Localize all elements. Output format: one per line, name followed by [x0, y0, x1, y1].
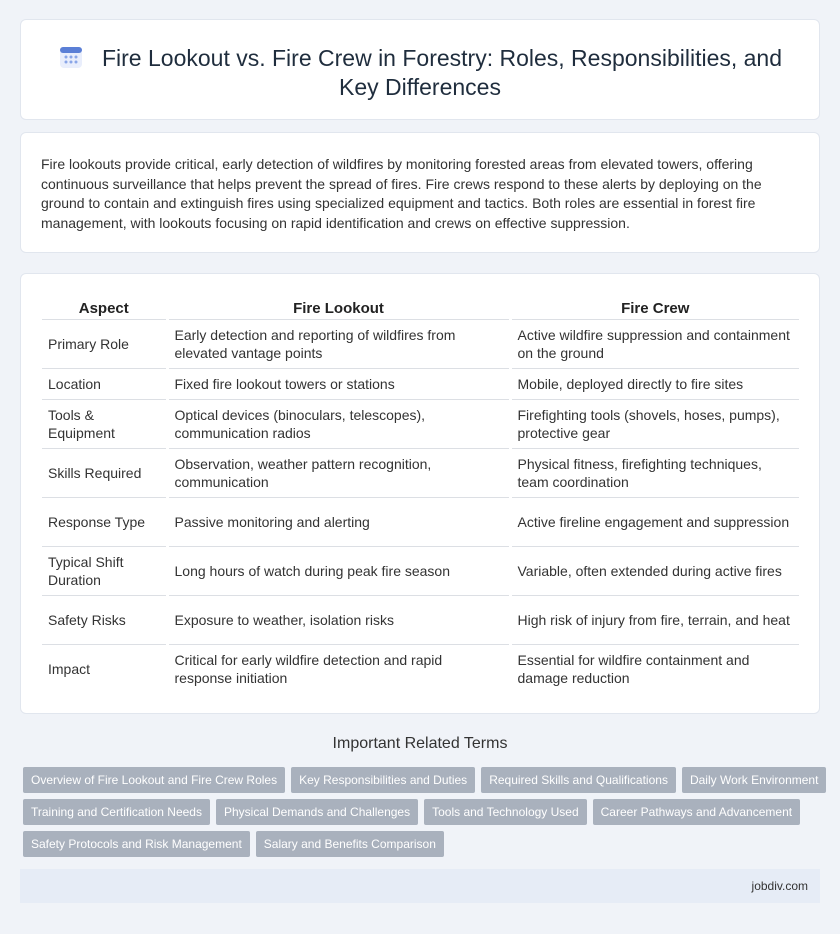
related-terms-title: Important Related Terms: [332, 735, 508, 752]
table-row: [42, 497, 799, 546]
comparison-card: [20, 273, 820, 714]
table-cell-crew: Active fireline engagement and suppression: [510, 497, 799, 546]
related-term-tag[interactable]: Overview of Fire Lookout and Fire Crew Roles: [23, 767, 285, 793]
table-header-fire-crew: Fire Crew: [510, 295, 799, 319]
footer: [20, 869, 820, 903]
intro-card: [20, 132, 820, 253]
table-cell-crew: Physical fitness, firefighting techniques, team coordination: [510, 448, 799, 497]
related-term-tag[interactable]: Tools and Technology Used: [424, 799, 587, 825]
table-cell-lookout: Exposure to weather, isolation risks: [167, 595, 510, 644]
related-term-tag[interactable]: Training and Certification Needs: [23, 799, 210, 825]
table-cell-lookout: Long hours of watch during peak fire season: [167, 546, 510, 595]
table-cell-aspect: Impact: [42, 644, 167, 693]
calendar-icon: [58, 44, 84, 70]
table-cell-lookout: Observation, weather pattern recognition, communication: [167, 448, 510, 497]
table-cell-lookout: Optical devices (binoculars, telescopes), communication radios: [167, 399, 510, 448]
header-card: [20, 19, 820, 120]
table-row: [42, 448, 799, 497]
related-term-tag[interactable]: Career Pathways and Advancement: [593, 799, 800, 825]
table-cell-crew: Essential for wildfire containment and damage reduction: [510, 644, 799, 693]
table-cell-crew: Mobile, deployed directly to fire sites: [510, 368, 799, 399]
related-term-tag[interactable]: Key Responsibilities and Duties: [291, 767, 475, 793]
related-term-tag[interactable]: Safety Protocols and Risk Management: [23, 831, 250, 857]
table-cell-crew: Variable, often extended during active fires: [510, 546, 799, 595]
table-row: [42, 644, 799, 693]
comparison-table: [42, 295, 799, 693]
table-cell-aspect: Tools & Equipment: [42, 399, 167, 448]
intro-paragraph: Fire lookouts provide critical, early detection of wildfires by monitoring forested areas from elevated towers, offering continuous surveillance that helps prevent the spread of fires. Fire crews respond to these alerts by deploying on the ground to contain and extinguish fires using specialized equipment and tactics. Both roles are essential in forest fire management, with lookouts focusing on rapid identification and crews on effective suppression.: [41, 156, 762, 231]
related-term-tag[interactable]: Salary and Benefits Comparison: [256, 831, 444, 857]
table-row: [42, 399, 799, 448]
table-cell-lookout: Critical for early wildfire detection and rapid response initiation: [167, 644, 510, 693]
footer-site-link[interactable]: jobdiv.com: [751, 879, 808, 893]
table-row: [42, 595, 799, 644]
related-term-tag[interactable]: Physical Demands and Challenges: [216, 799, 418, 825]
table-cell-lookout: Early detection and reporting of wildfires from elevated vantage points: [167, 319, 510, 368]
table-cell-crew: Active wildfire suppression and containment on the ground: [510, 319, 799, 368]
table-cell-aspect: Primary Role: [42, 319, 167, 368]
related-terms-list: [23, 767, 823, 863]
table-cell-aspect: Location: [42, 368, 167, 399]
table-row: [42, 319, 799, 368]
table-cell-aspect: Safety Risks: [42, 595, 167, 644]
table-cell-aspect: Typical Shift Duration: [42, 546, 167, 595]
table-cell-lookout: Passive monitoring and alerting: [167, 497, 510, 546]
related-term-tag[interactable]: Daily Work Environment: [682, 767, 826, 793]
page-title: Fire Lookout vs. Fire Crew in Forestry: Roles, Responsibilities, and Key Differences: [101, 45, 783, 100]
table-row: [42, 546, 799, 595]
table-cell-crew: High risk of injury from fire, terrain, and heat: [510, 595, 799, 644]
table-row: [42, 368, 799, 399]
table-header-fire-lookout: Fire Lookout: [167, 295, 510, 319]
page-title-row: [51, 44, 789, 102]
table-cell-lookout: Fixed fire lookout towers or stations: [167, 368, 510, 399]
table-header-aspect: Aspect: [78, 300, 129, 318]
table-cell-aspect: Skills Required: [42, 448, 167, 497]
related-term-tag[interactable]: Required Skills and Qualifications: [481, 767, 676, 793]
table-cell-crew: Firefighting tools (shovels, hoses, pumps), protective gear: [510, 399, 799, 448]
table-cell-aspect: Response Type: [42, 497, 167, 546]
